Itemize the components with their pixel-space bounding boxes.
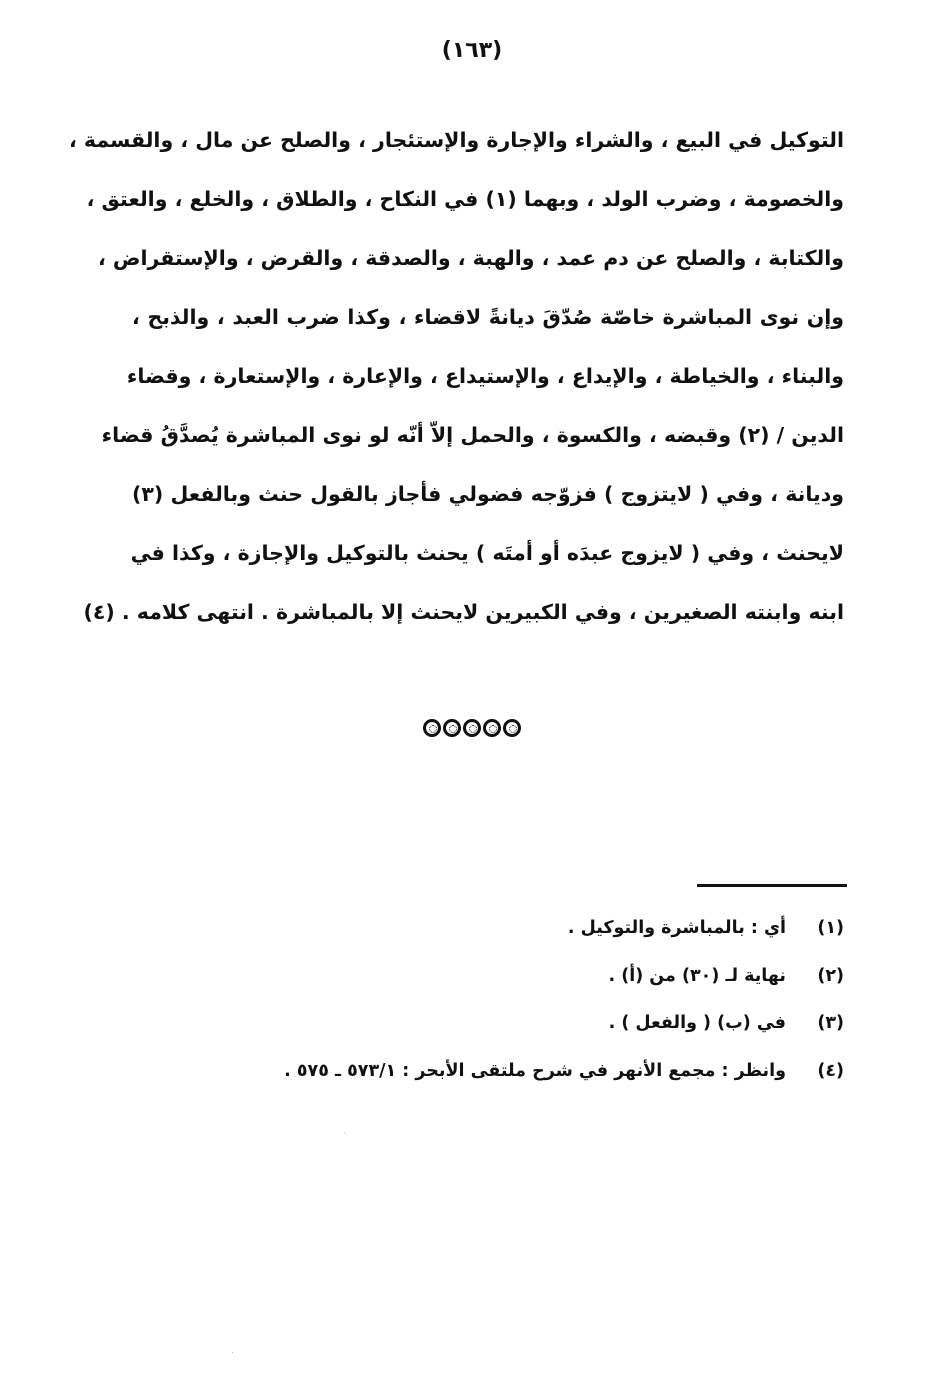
text-line-3: والكتابة ، والصلح عن دم عمد ، والهبة ، والصدقة ، والقرض ، والإستقراض ،	[97, 246, 844, 270]
footnote-separator	[697, 884, 847, 887]
footnote-number: (٣)	[817, 1013, 844, 1033]
text-line-6: الدين / (٢) وقبضه ، والكسوة ، والحمل إلاّ أنّه لو نوى المباشرة يُصدَّقُ قضاء	[101, 423, 844, 447]
scan-speck	[232, 1352, 233, 1353]
text-line-5: والبناء ، والخياطة ، والإيداع ، والإستيداع ، والإعارة ، والإستعارة ، وقضاء	[126, 364, 844, 388]
scan-speck	[344, 1132, 345, 1133]
text-line-9: ابنه وابنته الصغيرين ، وفي الكبيرين لايحنث إلا بالمباشرة . انتهى كلامه . (٤)	[83, 600, 844, 624]
ornament-circle-icon	[503, 719, 521, 737]
text-line-7: وديانة ، وفي ( لايتزوج ) فزوّجه فضولي فأجاز بالقول حنث وبالفعل (٣)	[132, 482, 844, 506]
text-line-8: لايحنث ، وفي ( لايزوج عبدَه أو أمتَه ) يحنث بالتوكيل والإجازة ، وكذا في	[130, 541, 844, 565]
ornament-circle-icon	[423, 719, 441, 737]
footnote-1	[124, 905, 844, 953]
page-number: (١٦٣)	[441, 38, 503, 63]
footnote-number: (١)	[817, 918, 844, 938]
footnote-3	[124, 1000, 844, 1048]
footnote-text: وانظر : مجمع الأنهر في شرح ملتقى الأبحر : ٥٧٣/١ ـ ٥٧٥ .	[284, 1060, 786, 1081]
footnote-text: نهاية لـ (٣٠) من (أ) .	[608, 965, 786, 986]
footnote-number: (٢)	[817, 965, 844, 986]
footnote-2	[124, 953, 844, 1001]
footnotes	[124, 905, 844, 1095]
footnote-number: (٤)	[817, 1060, 844, 1081]
footnote-text: أي : بالمباشرة والتوكيل .	[567, 918, 786, 938]
text-line-4: وإن نوى المباشرة خاصّة صُدّقَ ديانةً لاقضاء ، وكذا ضرب العبد ، والذبح ،	[132, 305, 844, 329]
footnote-4	[124, 1048, 844, 1096]
section-ornament	[0, 718, 944, 743]
main-text	[69, 116, 844, 647]
ornament-circle-icon	[463, 719, 481, 737]
ornament-circle-icon	[443, 719, 461, 737]
text-line-2: والخصومة ، وضرب الولد ، وبهما (١) في النكاح ، والطلاق ، والخلع ، والعتق ،	[86, 187, 844, 211]
text-line-1: التوكيل في البيع ، والشراء والإجارة والإستئجار ، والصلح عن مال ، والقسمة ،	[69, 128, 844, 152]
ornament-circle-icon	[483, 719, 501, 737]
footnote-text: في (ب) ( والفعل ) .	[608, 1013, 786, 1033]
